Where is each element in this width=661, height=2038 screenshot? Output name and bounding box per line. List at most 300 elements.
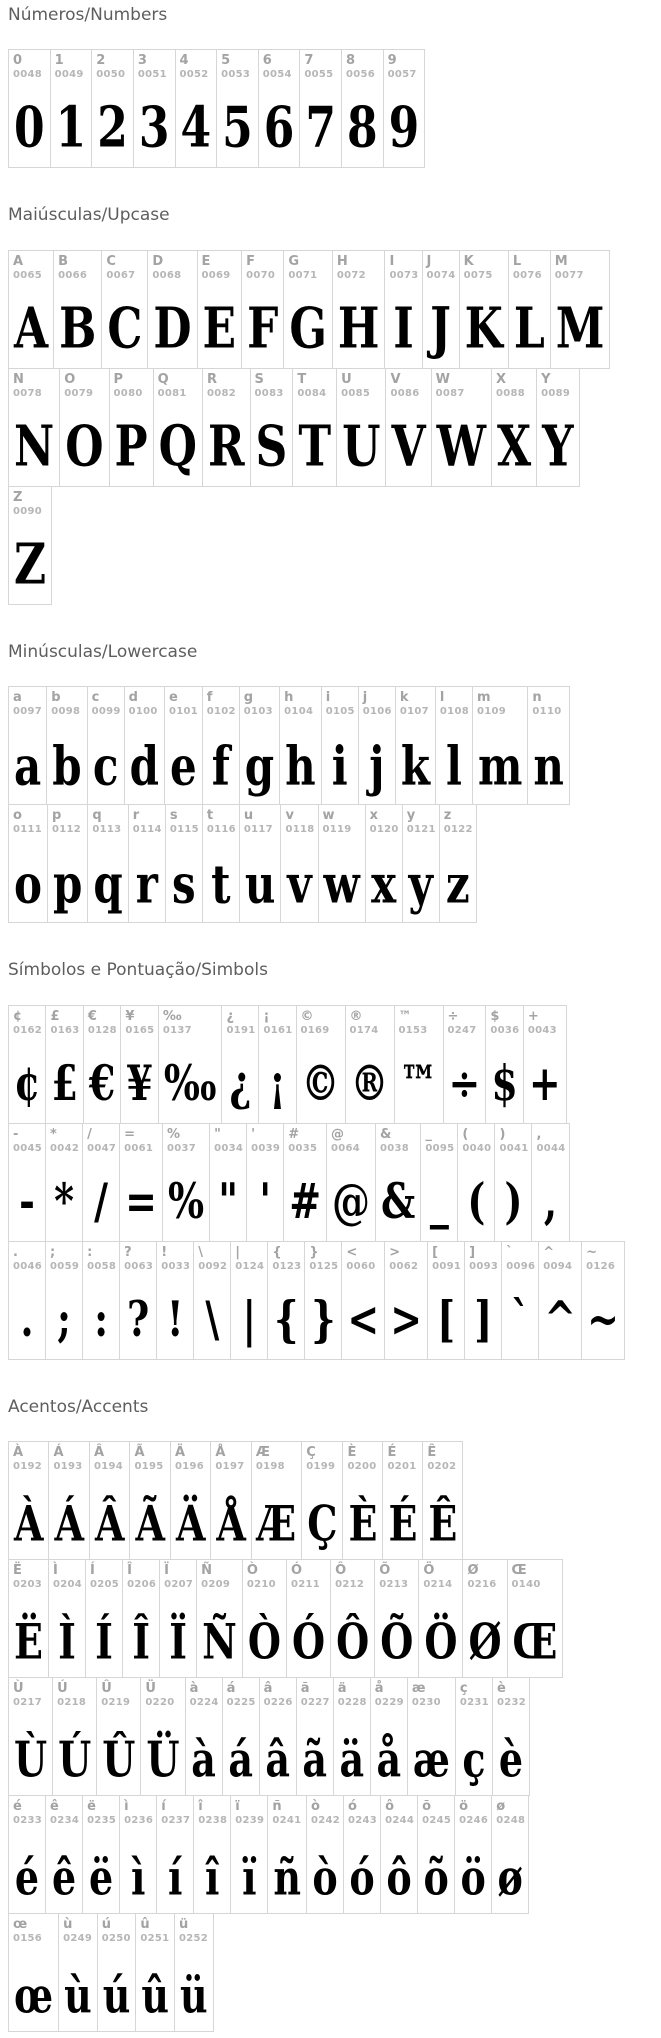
glyph-cell (407, 1677, 456, 1796)
cell-unicode-code: 0097 (13, 706, 43, 718)
cell-glyph-area (539, 1273, 581, 1359)
cell-unicode-code: 0090 (13, 505, 43, 517)
cell-glyph: Œ (512, 1612, 558, 1671)
cell-head (197, 1560, 242, 1591)
cell-character-label: ù (63, 1916, 73, 1932)
cell-glyph-area (436, 718, 472, 804)
cell-character-label: d (128, 690, 138, 706)
cell-unicode-code: 0052 (179, 69, 209, 81)
cell-unicode-code: 0211 (291, 1578, 321, 1590)
cell-glyph-area (319, 836, 365, 922)
cell-character-label: P (113, 371, 124, 387)
cell-head (203, 687, 239, 718)
glyph-cell (435, 686, 473, 805)
cell-glyph-area (53, 1709, 96, 1795)
glyph-cell (296, 1005, 346, 1124)
cell-unicode-code: 0237 (161, 1814, 191, 1826)
cell-head (9, 1914, 58, 1945)
cell-glyph: ò (312, 1848, 338, 1907)
glyph-cell (464, 1241, 502, 1360)
glyph-cell (101, 250, 148, 369)
cell-glyph: x (371, 852, 397, 916)
cell-unicode-code: 0046 (13, 1260, 43, 1272)
glyph-row (8, 1559, 563, 1678)
cell-unicode-code: 0241 (272, 1814, 302, 1826)
cell-head (120, 1796, 156, 1827)
cell-character-label: î (198, 1798, 203, 1814)
glyph-cell (45, 1123, 83, 1242)
glyph-cell (8, 1005, 46, 1124)
cell-head (194, 1796, 230, 1827)
cell-head (46, 1242, 82, 1273)
cell-glyph: ê (51, 1848, 77, 1907)
cell-character-label: é (13, 1798, 22, 1814)
cell-glyph-area (59, 1945, 97, 2031)
cell-glyph: ç (462, 1730, 486, 1789)
cell-glyph-area (333, 282, 385, 368)
cell-unicode-code: 0105 (325, 706, 355, 718)
cell-glyph-area (9, 282, 53, 368)
cell-glyph: È (348, 1494, 378, 1553)
cell-glyph: ¢ (14, 1053, 41, 1111)
cell-glyph: ! (166, 1289, 184, 1347)
cell-head (9, 1124, 45, 1155)
cell-unicode-code: 0049 (54, 69, 84, 81)
cell-glyph: õ (423, 1848, 449, 1907)
cell-glyph-area (47, 718, 86, 804)
cell-glyph-area (582, 1273, 624, 1359)
cell-head (251, 369, 293, 400)
cell-glyph-area (203, 400, 250, 486)
glyph-cell (306, 1795, 344, 1914)
cell-character-label: ò (310, 1798, 320, 1814)
cell-character-label: Å (215, 1444, 226, 1460)
cell-glyph: Ï (169, 1612, 188, 1671)
cell-glyph: W (436, 414, 487, 480)
cell-glyph-area (396, 718, 435, 804)
glyph-cell (246, 1123, 284, 1242)
cell-glyph-area (260, 1709, 296, 1795)
cell-unicode-code: 0205 (90, 1578, 120, 1590)
cell-glyph: ™ (399, 1053, 438, 1111)
cell-character-label: M (554, 253, 568, 269)
cell-glyph-area (293, 400, 336, 486)
glyph-cell (170, 1441, 211, 1560)
cell-unicode-code: 0078 (13, 387, 43, 399)
cell-glyph: y (408, 852, 433, 916)
cell-unicode-code: 0117 (243, 824, 273, 836)
cell-unicode-code: 0050 (96, 69, 126, 81)
cell-character-label: K (463, 253, 474, 269)
cell-character-label: ^ (543, 1244, 555, 1260)
cell-character-label: 3 (137, 53, 147, 69)
cell-glyph: Ç (307, 1494, 338, 1553)
cell-character-label: | (235, 1244, 241, 1260)
cell-glyph: ] (474, 1289, 493, 1347)
cell-glyph: ÷ (448, 1053, 481, 1111)
cell-unicode-code: 0100 (128, 706, 158, 718)
glyph-grid-accents (8, 1441, 563, 2032)
cell-glyph: o (14, 852, 43, 916)
cell-glyph-area (148, 282, 196, 368)
cell-glyph: ; (57, 1289, 72, 1347)
cell-glyph-area (280, 718, 321, 804)
cell-head (223, 1678, 259, 1709)
cell-character-label: ¢ (13, 1008, 23, 1024)
cell-glyph-area (381, 1827, 417, 1913)
cell-head (90, 1442, 129, 1473)
cell-character-label: ø (496, 1798, 506, 1814)
cell-glyph: Z (14, 532, 47, 598)
cell-glyph-area (486, 1037, 522, 1123)
glyph-cell (384, 1241, 428, 1360)
cell-glyph-area (186, 1709, 222, 1795)
glyph-cell (286, 1559, 331, 1678)
cell-character-label: D (152, 253, 164, 269)
cell-character-label: ] (469, 1244, 476, 1260)
glyph-row (8, 1123, 570, 1242)
glyph-cell (332, 250, 386, 369)
cell-glyph-area (251, 400, 293, 486)
cell-glyph: ? (127, 1289, 150, 1347)
cell-unicode-code: 0210 (246, 1578, 276, 1590)
cell-unicode-code: 0206 (127, 1578, 157, 1590)
cell-glyph-area (9, 518, 51, 604)
cell-unicode-code: 0249 (63, 1932, 93, 1944)
glyph-cell (365, 804, 403, 923)
cell-character-label: % (166, 1126, 181, 1142)
cell-head (240, 687, 279, 718)
cell-unicode-code: 0230 (411, 1696, 441, 1708)
cell-glyph: J (430, 296, 451, 362)
cell-head (342, 50, 383, 81)
cell-glyph: . (20, 1289, 34, 1347)
cell-head (157, 1242, 193, 1273)
cell-head (359, 687, 395, 718)
cell-character-label: í (161, 1798, 166, 1814)
cell-head (231, 1796, 267, 1827)
cell-unicode-code: 0077 (554, 269, 584, 281)
cell-glyph: , (543, 1171, 558, 1229)
cell-unicode-code: 0034 (214, 1142, 244, 1154)
cell-glyph-area (97, 1709, 140, 1795)
glyph-cell (8, 49, 51, 168)
cell-head (537, 369, 578, 400)
cell-unicode-code: 0201 (387, 1460, 417, 1472)
cell-glyph-area (297, 1037, 345, 1123)
glyph-cell (462, 1559, 507, 1678)
cell-character-label: 8 (346, 53, 356, 69)
cell-unicode-code: 0111 (13, 824, 43, 836)
cell-glyph: a (14, 734, 42, 798)
cell-unicode-code: 0106 (362, 706, 392, 718)
glyph-cell (82, 1795, 120, 1914)
cell-glyph-area (88, 836, 127, 922)
cell-glyph: ä (339, 1730, 365, 1789)
cell-glyph-area (222, 1037, 258, 1123)
cell-glyph: ¡ (269, 1053, 286, 1111)
cell-unicode-code: 0203 (13, 1578, 43, 1590)
cell-unicode-code: 0116 (206, 824, 236, 836)
cell-glyph: É (388, 1494, 418, 1553)
cell-character-label: ä (337, 1680, 347, 1696)
cell-glyph: ® (350, 1053, 389, 1111)
glyph-row (8, 486, 52, 605)
cell-glyph: * (54, 1171, 74, 1229)
cell-glyph: ö (460, 1848, 486, 1907)
cell-head (428, 1242, 464, 1273)
cell-glyph: j (369, 734, 385, 798)
cell-glyph: F (247, 296, 279, 362)
cell-head (123, 1560, 159, 1591)
cell-glyph-area (460, 282, 508, 368)
cell-glyph: $ (491, 1053, 518, 1111)
cell-glyph: Â (94, 1494, 125, 1553)
cell-head (86, 1560, 122, 1591)
cell-head (9, 1560, 48, 1591)
glyph-grid-symbols (8, 1005, 625, 1360)
cell-unicode-code: 0036 (490, 1024, 520, 1036)
cell-character-label: Q (157, 371, 169, 387)
cell-character-label: Ò (246, 1562, 258, 1578)
section-title-symbols: Símbolos e Pontuação/Simbols (8, 960, 268, 981)
cell-character-label: a (13, 690, 22, 706)
cell-glyph: g (244, 734, 275, 798)
cell-character-label: ` (506, 1244, 513, 1260)
cell-head (473, 687, 527, 718)
cell-glyph-area (231, 1827, 267, 1913)
cell-head (9, 805, 47, 836)
glyph-cell (140, 1677, 185, 1796)
cell-character-label: i (325, 690, 331, 706)
cell-head (9, 369, 59, 400)
glyph-cell (216, 49, 259, 168)
glyph-cell (358, 686, 396, 805)
cell-glyph: ) (504, 1171, 523, 1229)
cell-head (421, 1124, 457, 1155)
cell-head (259, 1006, 295, 1037)
cell-glyph: í (167, 1848, 183, 1907)
cell-glyph: ü (179, 1966, 208, 2025)
cell-unicode-code: 0248 (496, 1814, 526, 1826)
cell-head (171, 1442, 210, 1473)
glyph-cell (333, 1677, 371, 1796)
cell-glyph-area (440, 836, 476, 922)
glyph-cell (343, 1795, 381, 1914)
cell-head (252, 1442, 301, 1473)
cell-glyph: 0 (14, 95, 45, 161)
glyph-cell (202, 804, 240, 923)
glyph-cell (258, 1005, 296, 1124)
cell-glyph: r (135, 852, 158, 916)
glyph-cell (165, 804, 203, 923)
cell-glyph-area (223, 1709, 259, 1795)
cell-head (302, 1442, 342, 1473)
cell-glyph-area (157, 1827, 193, 1913)
cell-character-label: g (243, 690, 254, 706)
cell-unicode-code: 0033 (161, 1260, 191, 1272)
cell-character-label: Z (13, 489, 23, 505)
cell-character-label: Â (93, 1444, 105, 1460)
glyph-cell (50, 49, 93, 168)
cell-unicode-code: 0193 (53, 1460, 83, 1472)
cell-glyph: D (153, 296, 192, 362)
cell-character-label: æ (411, 1680, 426, 1696)
cell-unicode-code: 0228 (337, 1696, 367, 1708)
glyph-cell (455, 1677, 493, 1796)
cell-head (120, 1242, 156, 1273)
glyph-cell (267, 1795, 307, 1914)
cell-unicode-code: 0251 (140, 1932, 170, 1944)
glyph-cell (8, 686, 47, 805)
cell-glyph: ì (130, 1848, 146, 1907)
cell-glyph: X (497, 414, 532, 480)
cell-unicode-code: 0041 (499, 1142, 529, 1154)
cell-character-label: n (532, 690, 542, 706)
glyph-cell (241, 250, 284, 369)
cell-unicode-code: 0162 (13, 1024, 43, 1036)
section-title-upper: Maiúsculas/Upcase (8, 205, 170, 226)
cell-glyph-area (203, 718, 239, 804)
cell-character-label: ¥ (125, 1008, 135, 1024)
cell-character-label: ! (161, 1244, 168, 1260)
cell-head (83, 1796, 119, 1827)
glyph-cell (279, 686, 322, 805)
glyph-cell (259, 1677, 297, 1796)
glyph-cell (8, 804, 48, 923)
glyph-row (8, 1677, 530, 1796)
cell-glyph-area (217, 81, 258, 167)
cell-head (92, 50, 133, 81)
cell-head (436, 687, 472, 718)
cell-unicode-code: 0209 (201, 1578, 231, 1590)
cell-unicode-code: 0123 (272, 1260, 302, 1272)
cell-glyph: ` (510, 1289, 530, 1347)
cell-head (280, 687, 321, 718)
cell-character-label: Ô (335, 1562, 347, 1578)
cell-glyph: q (93, 852, 123, 916)
cell-glyph: € (88, 1053, 116, 1111)
cell-character-label: ñ (272, 1798, 282, 1814)
cell-character-label: N (13, 371, 24, 387)
cell-unicode-code: 0212 (335, 1578, 365, 1590)
cell-head (366, 805, 402, 836)
cell-unicode-code: 0102 (206, 706, 236, 718)
cell-glyph: U (342, 414, 381, 480)
cell-character-label: f (206, 690, 213, 706)
cell-glyph: À (14, 1494, 44, 1553)
cell-unicode-code: 0244 (385, 1814, 415, 1826)
cell-glyph-area (176, 81, 217, 167)
cell-glyph-area (492, 1827, 528, 1913)
cell-unicode-code: 0200 (347, 1460, 377, 1472)
cell-character-label: W (435, 371, 450, 387)
cell-character-label: Ï (164, 1562, 169, 1578)
cell-glyph-area (343, 1473, 382, 1559)
cell-glyph: 6 (263, 95, 295, 161)
cell-glyph-area (210, 1155, 246, 1241)
glyph-cell (156, 1241, 194, 1360)
cell-glyph: < (347, 1289, 380, 1347)
cell-glyph: Ú (58, 1730, 92, 1789)
cell-glyph: å (376, 1730, 402, 1789)
cell-glyph: ø (497, 1848, 523, 1907)
cell-character-label: ( (462, 1126, 469, 1142)
cell-head (217, 50, 258, 81)
cell-head (54, 251, 101, 282)
cell-glyph: R (207, 414, 245, 480)
glyph-cell (380, 1795, 418, 1914)
cell-unicode-code: 0225 (226, 1696, 256, 1708)
glyph-cell (89, 1441, 130, 1560)
glyph-cell (82, 1241, 120, 1360)
cell-head (319, 805, 365, 836)
cell-unicode-code: 0091 (432, 1260, 462, 1272)
glyph-row (8, 1441, 463, 1560)
cell-glyph: _ (429, 1171, 449, 1229)
cell-character-label: O (64, 371, 76, 387)
cell-glyph: ú (102, 1966, 131, 2025)
cell-unicode-code: 0109 (476, 706, 507, 718)
cell-glyph: / (94, 1171, 109, 1229)
glyph-cell (417, 1795, 455, 1914)
cell-character-label: Õ (379, 1562, 391, 1578)
cell-unicode-code: 0198 (255, 1460, 285, 1472)
cell-character-label: Î (127, 1562, 132, 1578)
cell-character-label: R (206, 371, 217, 387)
cell-head (46, 1006, 82, 1037)
cell-glyph: ( (467, 1171, 486, 1229)
cell-glyph: T (298, 414, 332, 480)
cell-unicode-code: 0085 (341, 387, 371, 399)
cell-glyph-area (165, 718, 202, 804)
cell-unicode-code: 0074 (426, 269, 456, 281)
cell-glyph: Ã (135, 1494, 165, 1553)
glyph-cell (193, 1795, 231, 1914)
glyph-cell (531, 1123, 569, 1242)
cell-head (102, 251, 147, 282)
cell-unicode-code: 0057 (387, 69, 417, 81)
cell-glyph: v (287, 852, 312, 916)
glyph-cell (336, 368, 386, 487)
cell-head (9, 50, 50, 81)
cell-character-label: ô (385, 1798, 394, 1814)
cell-glyph-area (509, 282, 550, 368)
cell-unicode-code: 0169 (300, 1024, 330, 1036)
cell-character-label: z (443, 808, 452, 824)
cell-head (456, 1678, 492, 1709)
cell-character-label: l (439, 690, 445, 706)
cell-glyph-area (175, 1945, 213, 2031)
cell-glyph-area (300, 81, 341, 167)
cell-glyph: h (285, 734, 316, 798)
cell-glyph-area (403, 836, 439, 922)
cell-head (247, 1124, 283, 1155)
glyph-cell (8, 1559, 49, 1678)
cell-unicode-code: 0125 (309, 1260, 339, 1272)
cell-head (539, 1242, 581, 1273)
cell-character-label: t (206, 808, 214, 824)
cell-unicode-code: 0121 (406, 824, 436, 836)
cell-glyph: 2 (97, 95, 128, 161)
cell-glyph: Ø (468, 1612, 502, 1671)
glyph-cell (374, 1559, 419, 1678)
cell-glyph: = (125, 1171, 157, 1229)
cell-glyph-area (444, 1037, 486, 1123)
glyph-row (8, 49, 425, 168)
cell-glyph: œ (14, 1966, 54, 2025)
glyph-cell (87, 804, 128, 923)
